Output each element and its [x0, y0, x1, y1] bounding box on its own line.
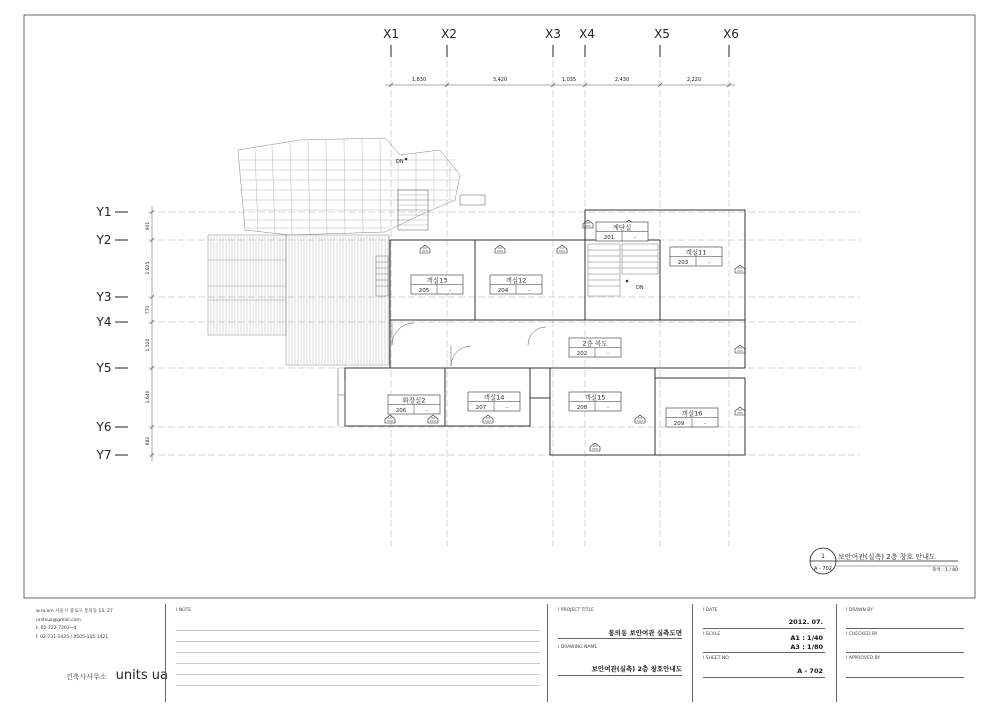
- room-name: 객실13: [426, 276, 448, 285]
- note-label: I NOTE: [176, 608, 192, 613]
- axis-x3: X3: [545, 27, 561, 41]
- axis-x4: X4: [579, 27, 595, 41]
- approved-by-label: I APPROVED BY: [846, 656, 881, 661]
- room-sign: -: [506, 405, 508, 411]
- checked-by-label: I CHECKED BY: [846, 632, 878, 637]
- axis-x6: X6: [723, 27, 739, 41]
- tb-divider-3: [692, 604, 693, 702]
- room-name: 객실15: [584, 393, 606, 402]
- sheet-no-label: I SHEET NO.: [703, 656, 731, 661]
- drawing-name-rule: [558, 675, 682, 676]
- room-number: 206: [395, 408, 407, 414]
- dn-label-roof: DN: [396, 159, 404, 165]
- axis-x1: X1: [383, 27, 399, 41]
- top-dimension: [385, 77, 735, 87]
- room-label: [569, 338, 621, 357]
- drawn-by-label: I DRAWN BY: [846, 608, 873, 613]
- drawing-tag-sheet: A - 702: [814, 566, 832, 572]
- sheet-no-value: A - 702: [797, 667, 823, 675]
- axis-y6: Y6: [96, 420, 112, 434]
- room-label: [666, 408, 718, 427]
- date-label: I DATE: [703, 608, 718, 613]
- dim-top-5: 2,220: [686, 77, 702, 83]
- room-number: 207: [475, 405, 487, 411]
- firm-web: w.ro.om 서울시 종로구 통의동 13, 27: [36, 609, 113, 614]
- window-marker: [735, 407, 745, 415]
- dim-left-3: 770: [146, 305, 151, 315]
- dim-top-2: 3,420: [492, 77, 508, 83]
- grid-lines: [148, 60, 860, 548]
- room-number: 208: [576, 405, 588, 411]
- drawing-name-label: I DRAWING NAME: [558, 645, 598, 650]
- axis-x5: X5: [654, 27, 670, 41]
- firm-tel: t. 02-722-7203~4: [36, 626, 77, 631]
- room-name: 객실11: [685, 248, 707, 257]
- firm-name-ko: 건축사사무소: [66, 673, 107, 681]
- firm-name-en: units ua: [115, 668, 168, 683]
- room-name: 화장실2: [402, 396, 426, 405]
- window-marker: [495, 245, 505, 253]
- room-sign: -: [708, 260, 710, 266]
- door-swings: [392, 323, 546, 366]
- window-marker: [385, 415, 395, 423]
- room-sign: -: [704, 421, 706, 427]
- room-label: [569, 392, 621, 411]
- room-name: 객실16: [681, 409, 703, 418]
- tb-divider-4: [836, 604, 837, 702]
- drawing-tag: [810, 548, 958, 574]
- roof-tiles-area: [238, 138, 485, 235]
- room-number: 204: [497, 288, 509, 294]
- firm-email: unitsua@gmail.com: [36, 617, 81, 623]
- left-dimension: [145, 206, 154, 461]
- checked-by-rule: [846, 652, 964, 653]
- approved-by-rule: [846, 677, 964, 678]
- date-rule: [703, 628, 825, 629]
- room-number: 205: [418, 288, 430, 294]
- scale-rule: [703, 652, 825, 653]
- room-label: [468, 392, 520, 411]
- room-name: 객실14: [483, 393, 505, 402]
- room-label: [596, 222, 648, 241]
- firm-info: [36, 608, 113, 642]
- sheet-no-rule: [703, 677, 825, 678]
- dn-marker-roof: [405, 158, 408, 161]
- project-title-label: I PROJECT TITLE: [558, 608, 594, 613]
- room-name: 2층 복도: [582, 339, 608, 348]
- y-axis-labels: [96, 205, 128, 462]
- room-sign: -: [528, 288, 530, 294]
- scale-a1: A1 : 1/40: [790, 634, 823, 642]
- dim-top-3: 1,035: [561, 77, 577, 83]
- drawing-name: 보안여관(실측) 2층 창호안내도: [591, 665, 682, 673]
- room-sign: -: [607, 405, 609, 411]
- room-label: [490, 275, 542, 294]
- tb-divider-2: [547, 604, 548, 702]
- x-axis-labels: [383, 27, 739, 57]
- project-title: 통의동 보안여관 실측도면: [608, 629, 682, 637]
- window-marker: [428, 415, 438, 423]
- room-sign: -: [607, 351, 609, 357]
- dim-left-5: 1,640: [146, 390, 151, 404]
- window-marker: [483, 415, 493, 423]
- room-label: [388, 395, 440, 414]
- room-number: 202: [576, 351, 588, 357]
- room-labels: [388, 222, 722, 427]
- scale-a3: A3 : 1/80: [790, 643, 823, 651]
- dim-left-2: 1,825: [146, 261, 151, 275]
- dn-label-stair: DN: [636, 285, 644, 291]
- room-name: 계단실: [612, 223, 632, 232]
- room-label: [670, 247, 722, 266]
- window-marker: [420, 245, 430, 253]
- window-marker: [635, 415, 645, 423]
- room-sign: -: [426, 408, 428, 414]
- room-label: [411, 275, 463, 294]
- dn-marker-stair: [626, 280, 629, 283]
- tb-divider-1: [165, 604, 166, 702]
- firm-fax: f. 02-731-1435 / 0505-115-1421: [36, 634, 109, 640]
- window-marker: [590, 443, 600, 451]
- left-roof-hatch: [208, 236, 388, 364]
- axis-y1: Y1: [96, 205, 112, 219]
- drawing-tag-title: 보안여관(실측) 2층 창호 안내도: [838, 553, 936, 561]
- window-marker: [735, 265, 745, 273]
- axis-y3: Y3: [96, 290, 112, 304]
- dim-left-6: 882: [146, 436, 151, 446]
- room-sign: -: [449, 288, 451, 294]
- dim-top-4: 2,430: [614, 77, 630, 83]
- axis-x2: X2: [441, 27, 457, 41]
- dim-left-4: 1,520: [146, 338, 151, 352]
- window-marker: [557, 245, 567, 253]
- walkway: [338, 368, 345, 426]
- sheet-border: [24, 15, 975, 598]
- drawing-tag-number: 1: [821, 553, 825, 560]
- room-number: 203: [677, 260, 689, 266]
- drawn-by-rule: [846, 628, 964, 629]
- axis-y5: Y5: [96, 361, 112, 375]
- room-name: 객실12: [505, 276, 527, 285]
- room-number: 209: [673, 421, 685, 427]
- note-lines: [176, 620, 540, 696]
- dim-top-1: 1,830: [411, 77, 427, 83]
- room-number: 201: [603, 235, 615, 241]
- axis-y2: Y2: [96, 233, 112, 247]
- dim-left-1: 901: [146, 221, 151, 231]
- firm-name: [66, 664, 168, 683]
- axis-y4: Y4: [96, 315, 112, 329]
- stair: [588, 244, 658, 296]
- axis-y7: Y7: [96, 448, 112, 462]
- scale-label: I SCALE: [703, 632, 721, 637]
- drawing-tag-scale: 축척 : 1 / 80: [931, 568, 958, 573]
- window-marker: [735, 345, 745, 353]
- room-sign: -: [634, 235, 636, 241]
- project-title-rule: [558, 638, 682, 639]
- date-value: 2012. 07.: [788, 618, 823, 626]
